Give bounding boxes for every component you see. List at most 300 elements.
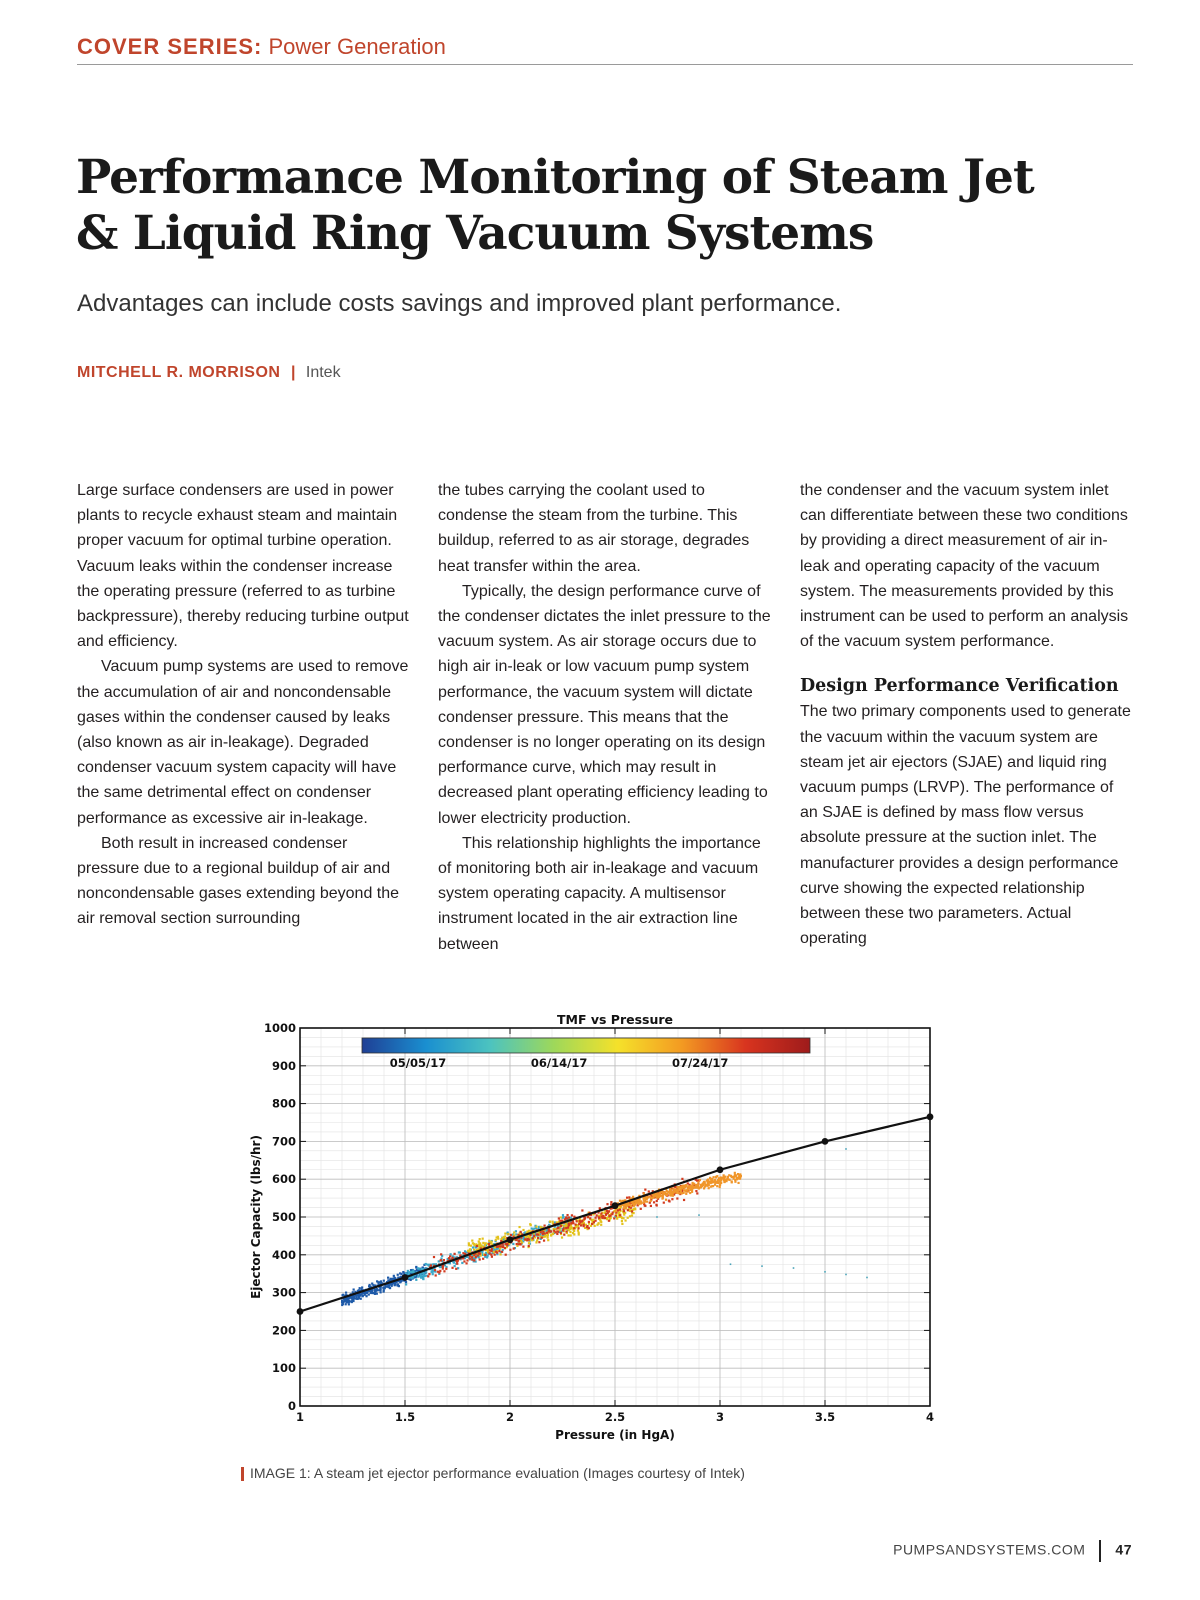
data-point <box>560 1216 562 1218</box>
data-point <box>438 1271 440 1273</box>
data-point <box>562 1229 564 1231</box>
data-point <box>470 1245 472 1247</box>
outlier-point <box>656 1216 658 1218</box>
data-point <box>667 1191 669 1193</box>
data-point <box>426 1264 428 1266</box>
article-title <box>76 150 1076 262</box>
data-point <box>557 1226 559 1228</box>
data-point <box>700 1186 702 1188</box>
data-point <box>518 1243 520 1245</box>
data-point <box>707 1183 709 1185</box>
data-point <box>443 1270 445 1272</box>
data-point <box>629 1210 631 1212</box>
data-point <box>718 1177 720 1179</box>
header-divider <box>77 64 1133 65</box>
data-point <box>707 1180 709 1182</box>
data-point <box>668 1200 670 1202</box>
design-curve-point <box>402 1274 409 1281</box>
data-point <box>425 1271 427 1273</box>
data-point <box>600 1224 602 1226</box>
data-point <box>697 1181 699 1183</box>
data-point <box>454 1265 456 1267</box>
data-point <box>522 1246 524 1248</box>
data-point <box>423 1275 425 1277</box>
data-point <box>631 1214 633 1216</box>
author-name: MITCHELL R. MORRISON <box>77 364 281 381</box>
data-point <box>627 1209 629 1211</box>
outlier-point <box>845 1148 847 1150</box>
data-point <box>717 1182 719 1184</box>
data-point <box>428 1273 430 1275</box>
data-point <box>432 1270 434 1272</box>
data-point <box>623 1210 625 1212</box>
data-point <box>591 1223 593 1225</box>
data-point <box>417 1275 419 1277</box>
byline <box>77 364 341 382</box>
data-point <box>625 1207 627 1209</box>
data-point <box>580 1224 582 1226</box>
colorbar-label: 05/05/17 <box>389 1056 447 1070</box>
data-point <box>475 1256 477 1258</box>
data-point <box>484 1254 486 1256</box>
data-point <box>619 1200 621 1202</box>
data-point <box>532 1237 534 1239</box>
body-column-3 <box>800 478 1135 951</box>
colorbar-label: 06/14/17 <box>530 1056 588 1070</box>
data-point <box>623 1207 625 1209</box>
data-point <box>503 1236 505 1238</box>
data-point <box>565 1216 567 1218</box>
data-point <box>504 1243 506 1245</box>
data-point <box>606 1203 608 1205</box>
caption-bar <box>241 1467 244 1481</box>
data-point <box>691 1187 693 1189</box>
data-point <box>565 1224 567 1226</box>
data-point <box>711 1185 713 1187</box>
data-point <box>596 1214 598 1216</box>
data-point <box>617 1212 619 1214</box>
data-point <box>408 1272 410 1274</box>
y-tick-label: 500 <box>271 1210 296 1224</box>
data-point <box>697 1186 699 1188</box>
data-point <box>497 1238 499 1240</box>
data-point <box>538 1241 540 1243</box>
data-point <box>588 1227 590 1229</box>
data-point <box>528 1245 530 1247</box>
data-point <box>411 1271 413 1273</box>
data-point <box>715 1176 717 1178</box>
data-point <box>638 1199 640 1201</box>
data-point <box>560 1232 562 1234</box>
data-point <box>535 1241 537 1243</box>
data-point <box>516 1243 518 1245</box>
data-point <box>723 1181 725 1183</box>
data-point <box>537 1237 539 1239</box>
data-point <box>610 1201 612 1203</box>
data-point <box>574 1224 576 1226</box>
data-point <box>466 1259 468 1261</box>
design-curve-point <box>822 1138 829 1145</box>
data-point <box>632 1202 634 1204</box>
data-point <box>365 1295 367 1297</box>
data-point <box>565 1230 567 1232</box>
data-point <box>369 1284 371 1286</box>
data-point <box>450 1253 452 1255</box>
paragraph: Typically, the design performance curve of the condenser dictates the inlet pressure to the vacuum system. As air storage occurs due to high air in-leak or low vacuum pump system performance, the vacuum system will dictate condenser pressure. This means that the condenser is no longer operating on its design performance curve, which may result in decreased plant operating efficiency leading to lower electricity production. <box>438 582 771 827</box>
data-point <box>607 1212 609 1214</box>
data-point <box>465 1262 467 1264</box>
outlier-point <box>730 1263 732 1265</box>
data-point <box>685 1184 687 1186</box>
data-point <box>623 1212 625 1214</box>
data-point <box>482 1242 484 1244</box>
data-point <box>524 1238 526 1240</box>
data-point <box>626 1197 628 1199</box>
data-point <box>494 1254 496 1256</box>
y-tick-label: 600 <box>271 1172 296 1187</box>
data-point <box>712 1181 714 1183</box>
data-point <box>540 1226 542 1228</box>
data-point <box>722 1177 724 1179</box>
data-point <box>704 1182 706 1184</box>
data-point <box>619 1214 621 1216</box>
data-point <box>356 1298 358 1300</box>
data-point <box>547 1234 549 1236</box>
data-point <box>528 1230 530 1232</box>
data-point <box>596 1224 598 1226</box>
data-point <box>738 1177 740 1179</box>
data-point <box>488 1243 490 1245</box>
data-point <box>353 1288 355 1290</box>
outlier-point <box>866 1277 868 1279</box>
data-point <box>376 1293 378 1295</box>
cover-series-label: COVER SERIES: <box>77 34 263 59</box>
data-point <box>633 1208 635 1210</box>
data-point <box>344 1299 346 1301</box>
data-point <box>725 1180 727 1182</box>
data-point <box>380 1280 382 1282</box>
data-point <box>533 1227 535 1229</box>
tmf-vs-pressure-chart <box>240 1008 940 1448</box>
data-point <box>546 1236 548 1238</box>
data-point <box>530 1224 532 1226</box>
x-tick-label: 1 <box>295 1410 305 1424</box>
data-point <box>422 1272 424 1274</box>
data-point <box>541 1233 543 1235</box>
footer-separator <box>1099 1540 1101 1562</box>
data-point <box>600 1221 602 1223</box>
data-point <box>558 1217 560 1219</box>
data-point <box>383 1287 385 1289</box>
data-point <box>458 1251 460 1253</box>
data-point <box>479 1258 481 1260</box>
data-point <box>518 1226 520 1228</box>
data-point <box>379 1291 381 1293</box>
data-point <box>442 1268 444 1270</box>
data-point <box>394 1284 396 1286</box>
data-point <box>615 1210 617 1212</box>
data-point <box>528 1242 530 1244</box>
data-point <box>522 1229 524 1231</box>
cover-series-header <box>77 34 446 60</box>
data-point <box>451 1267 453 1269</box>
data-point <box>398 1285 400 1287</box>
figure-caption <box>241 1465 745 1481</box>
data-point <box>611 1213 613 1215</box>
data-point <box>644 1204 646 1206</box>
data-point <box>348 1297 350 1299</box>
data-point <box>571 1214 573 1216</box>
data-point <box>345 1292 347 1294</box>
data-point <box>683 1199 685 1201</box>
data-point <box>650 1200 652 1202</box>
data-point <box>440 1253 442 1255</box>
data-point <box>624 1203 626 1205</box>
data-point <box>507 1233 509 1235</box>
data-point <box>531 1227 533 1229</box>
data-point <box>598 1217 600 1219</box>
data-point <box>362 1295 364 1297</box>
data-point <box>544 1225 546 1227</box>
data-point <box>479 1244 481 1246</box>
data-point <box>461 1262 463 1264</box>
paragraph: the condenser and the vacuum system inlet can differentiate between these two conditions by providing a direct measurement of air in-leak and operating capacity of the vacuum system. The measurements provided by this instrument can be used to perform an analysis of the vacuum system performance. <box>800 482 1129 651</box>
data-point <box>434 1269 436 1271</box>
data-point <box>486 1256 488 1258</box>
data-point <box>566 1214 568 1216</box>
data-point <box>619 1208 621 1210</box>
data-point <box>659 1195 661 1197</box>
data-point <box>361 1286 363 1288</box>
footer-site: PUMPSANDSYSTEMS.COM <box>893 1541 1086 1558</box>
data-point <box>386 1285 388 1287</box>
data-point <box>680 1192 682 1194</box>
data-point <box>543 1232 545 1234</box>
y-tick-label: 700 <box>271 1134 296 1149</box>
data-point <box>433 1256 435 1258</box>
colorbar-gradient <box>362 1038 810 1053</box>
data-point <box>659 1191 661 1193</box>
data-point <box>576 1220 578 1222</box>
figure-chart <box>240 1008 940 1448</box>
data-point <box>536 1233 538 1235</box>
data-point <box>552 1221 554 1223</box>
data-point <box>502 1245 504 1247</box>
data-point <box>366 1292 368 1294</box>
data-point <box>484 1244 486 1246</box>
data-point <box>374 1293 376 1295</box>
data-point <box>715 1180 717 1182</box>
data-point <box>577 1229 579 1231</box>
data-point <box>513 1231 515 1233</box>
outlier-point <box>845 1274 847 1276</box>
data-point <box>341 1294 343 1296</box>
data-point <box>710 1178 712 1180</box>
data-point <box>628 1196 630 1198</box>
data-point <box>682 1192 684 1194</box>
data-point <box>685 1193 687 1195</box>
data-point <box>420 1268 422 1270</box>
data-point <box>491 1250 493 1252</box>
data-point <box>564 1218 566 1220</box>
data-point <box>708 1187 710 1189</box>
data-point <box>665 1194 667 1196</box>
data-point <box>678 1192 680 1194</box>
data-point <box>488 1240 490 1242</box>
data-point <box>573 1227 575 1229</box>
data-point <box>588 1221 590 1223</box>
y-tick-label: 200 <box>271 1323 296 1338</box>
data-point <box>594 1220 596 1222</box>
data-point <box>540 1231 542 1233</box>
data-point <box>554 1231 556 1233</box>
data-point <box>549 1221 551 1223</box>
data-point <box>560 1225 562 1227</box>
data-point <box>348 1303 350 1305</box>
data-point <box>509 1249 511 1251</box>
data-point <box>455 1268 457 1270</box>
data-point <box>504 1247 506 1249</box>
data-point <box>387 1277 389 1279</box>
data-point <box>734 1181 736 1183</box>
data-point <box>608 1220 610 1222</box>
data-point <box>407 1270 409 1272</box>
data-point <box>495 1239 497 1241</box>
colorbar-label: 07/24/17 <box>672 1056 729 1070</box>
data-point <box>543 1239 545 1241</box>
data-point <box>710 1182 712 1184</box>
data-point <box>360 1298 362 1300</box>
data-point <box>627 1217 629 1219</box>
data-point <box>448 1257 450 1259</box>
data-point <box>699 1179 701 1181</box>
data-point <box>682 1186 684 1188</box>
y-tick-label: 900 <box>271 1058 296 1073</box>
data-point <box>719 1184 721 1186</box>
data-point <box>435 1274 437 1276</box>
data-point <box>500 1245 502 1247</box>
data-point <box>739 1173 741 1175</box>
data-point <box>557 1231 559 1233</box>
data-point <box>629 1204 631 1206</box>
data-point <box>479 1238 481 1240</box>
chart-title: TMF vs Pressure <box>556 1012 674 1027</box>
data-point <box>731 1180 733 1182</box>
data-point <box>621 1223 623 1225</box>
data-point <box>594 1225 596 1227</box>
data-point <box>351 1301 353 1303</box>
data-point <box>646 1201 648 1203</box>
data-point <box>501 1251 503 1253</box>
data-point <box>494 1246 496 1248</box>
y-tick-label: 100 <box>271 1361 296 1376</box>
outlier-point <box>824 1271 826 1273</box>
data-point <box>430 1264 432 1266</box>
data-point <box>695 1190 697 1192</box>
data-point <box>733 1176 735 1178</box>
data-point <box>535 1226 537 1228</box>
data-point <box>341 1301 343 1303</box>
data-point <box>491 1256 493 1258</box>
data-point <box>563 1227 565 1229</box>
body-column-1 <box>77 478 412 932</box>
data-point <box>723 1174 725 1176</box>
data-point <box>345 1303 347 1305</box>
data-point <box>505 1254 507 1256</box>
data-point <box>391 1285 393 1287</box>
data-point <box>589 1217 591 1219</box>
paragraph: This relationship highlights the importance of monitoring both air in-leakage and vacuum system operating capacity. A multisensor instrument located in the air extraction line between <box>438 834 761 953</box>
data-point <box>376 1289 378 1291</box>
data-point <box>631 1210 633 1212</box>
data-point <box>383 1280 385 1282</box>
x-tick-label: 2.5 <box>604 1410 626 1424</box>
data-point <box>476 1245 478 1247</box>
data-point <box>548 1230 550 1232</box>
data-point <box>443 1259 445 1261</box>
section-heading: Design Performance Verification <box>800 676 1119 697</box>
data-point <box>561 1236 563 1238</box>
data-point <box>355 1294 357 1296</box>
paragraph: the tubes carrying the coolant used to condense the steam from the turbine. This buildup, referred to as air storage, degrades heat transfer within the area. <box>438 482 750 575</box>
data-point <box>665 1199 667 1201</box>
data-point <box>581 1220 583 1222</box>
data-point <box>570 1234 572 1236</box>
data-point <box>468 1244 470 1246</box>
data-point <box>727 1178 729 1180</box>
data-point <box>691 1189 693 1191</box>
paragraph: Both result in increased condenser pressure due to a regional buildup of air and noncondensable gases extending beyond the air removal section surrounding <box>77 834 400 928</box>
data-point <box>453 1253 455 1255</box>
byline-separator: | <box>290 364 296 381</box>
data-point <box>671 1198 673 1200</box>
data-point <box>520 1231 522 1233</box>
data-point <box>602 1215 604 1217</box>
page-footer <box>893 1540 1132 1562</box>
data-point <box>547 1239 549 1241</box>
data-point <box>371 1290 373 1292</box>
x-tick-label: 3 <box>715 1410 725 1424</box>
data-point <box>504 1232 506 1234</box>
data-point <box>586 1225 588 1227</box>
data-point <box>622 1217 624 1219</box>
data-point <box>415 1266 417 1268</box>
data-point <box>376 1280 378 1282</box>
data-point <box>697 1184 699 1186</box>
data-point <box>368 1293 370 1295</box>
data-point <box>677 1186 679 1188</box>
data-point <box>704 1185 706 1187</box>
data-point <box>388 1286 390 1288</box>
data-point <box>370 1292 372 1294</box>
data-point <box>473 1259 475 1261</box>
data-point <box>572 1222 574 1224</box>
data-point <box>488 1252 490 1254</box>
data-point <box>359 1294 361 1296</box>
data-point <box>473 1243 475 1245</box>
data-point <box>469 1257 471 1259</box>
data-point <box>463 1260 465 1262</box>
data-point <box>649 1195 651 1197</box>
outlier-point <box>793 1267 795 1269</box>
design-curve-point <box>612 1202 619 1209</box>
author-organization: Intek <box>305 364 341 381</box>
y-tick-label: 300 <box>271 1285 296 1300</box>
page-number: 47 <box>1115 1541 1132 1558</box>
data-point <box>393 1275 395 1277</box>
data-point <box>617 1209 619 1211</box>
y-axis-label: Ejector Capacity (lbs/hr) <box>249 1135 263 1299</box>
